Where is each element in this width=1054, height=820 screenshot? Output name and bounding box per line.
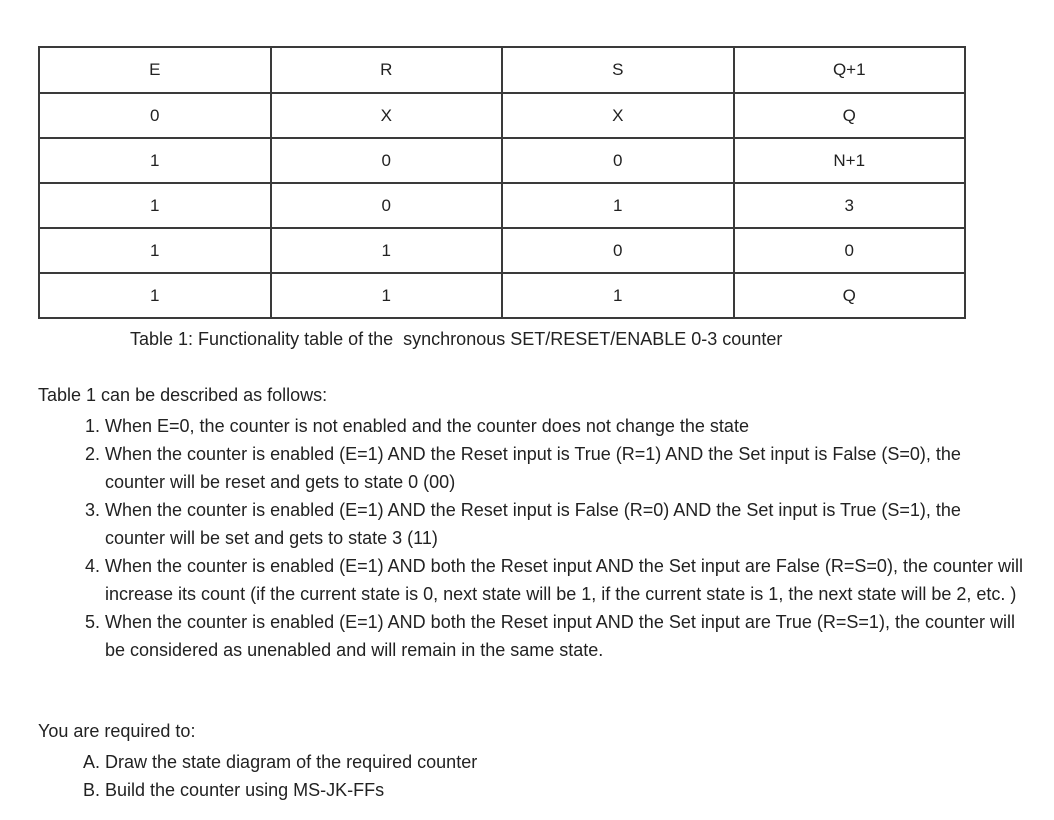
table-cell: 0 <box>39 93 271 138</box>
table-caption: Table 1: Functionality table of the synchronous SET/RESET/ENABLE 0-3 counter <box>130 329 783 349</box>
table-row <box>39 273 965 318</box>
table-cell: 1 <box>502 273 734 318</box>
table-cell: 1 <box>39 228 271 273</box>
table-cell: Q <box>734 273 966 318</box>
requirement-item: A. Draw the state diagram of the required counter <box>105 748 477 776</box>
table-header-row <box>39 47 965 93</box>
table-cell: 1 <box>271 228 503 273</box>
table-cell: Q <box>734 93 966 138</box>
requirements-title: You are required to: <box>38 721 196 741</box>
list-item: 5. When the counter is enabled (E=1) AND both the Reset input AND the Set input are True (R=S=1), the counter will be considered as unenabled and will remain in the same state. <box>105 608 1025 664</box>
description-list <box>38 412 1025 664</box>
header-e: E <box>39 47 271 93</box>
table-cell: 1 <box>502 183 734 228</box>
list-item: 2. When the counter is enabled (E=1) AND the Reset input is True (R=1) AND the Set input is False (S=0), the counter will be reset and gets to state 0 (00) <box>105 440 1025 496</box>
list-item: 3. When the counter is enabled (E=1) AND the Reset input is False (R=0) AND the Set input is True (S=1), the counter will be set and gets to state 3 (11) <box>105 496 1025 552</box>
table-cell: 1 <box>271 273 503 318</box>
list-item: 4. When the counter is enabled (E=1) AND both the Reset input AND the Set input are False (R=S=0), the counter will increase its count (if the current state is 0, next state will be 1, if the current state is 1, the next state will be 2, etc. ) <box>105 552 1025 608</box>
description-intro: Table 1 can be described as follows: <box>38 385 328 405</box>
requirement-item: B. Build the counter using MS-JK-FFs <box>105 776 477 804</box>
functionality-table <box>38 46 966 319</box>
list-item: 1. When E=0, the counter is not enabled and the counter does not change the state <box>105 412 1025 440</box>
table-cell: 0 <box>502 138 734 183</box>
header-r: R <box>271 47 503 93</box>
table-row <box>39 138 965 183</box>
header-q-next: Q+1 <box>734 47 966 93</box>
table-row <box>39 228 965 273</box>
table-cell: 0 <box>734 228 966 273</box>
table-cell: 3 <box>734 183 966 228</box>
table-cell: 1 <box>39 183 271 228</box>
requirements-list <box>38 748 477 804</box>
header-s: S <box>502 47 734 93</box>
table-cell: 0 <box>271 138 503 183</box>
table-cell: 1 <box>39 273 271 318</box>
table-row <box>39 93 965 138</box>
table-cell: 0 <box>271 183 503 228</box>
table-cell: 1 <box>39 138 271 183</box>
table-cell: N+1 <box>734 138 966 183</box>
table-cell: X <box>502 93 734 138</box>
table-row <box>39 183 965 228</box>
table-cell: 0 <box>502 228 734 273</box>
table-cell: X <box>271 93 503 138</box>
